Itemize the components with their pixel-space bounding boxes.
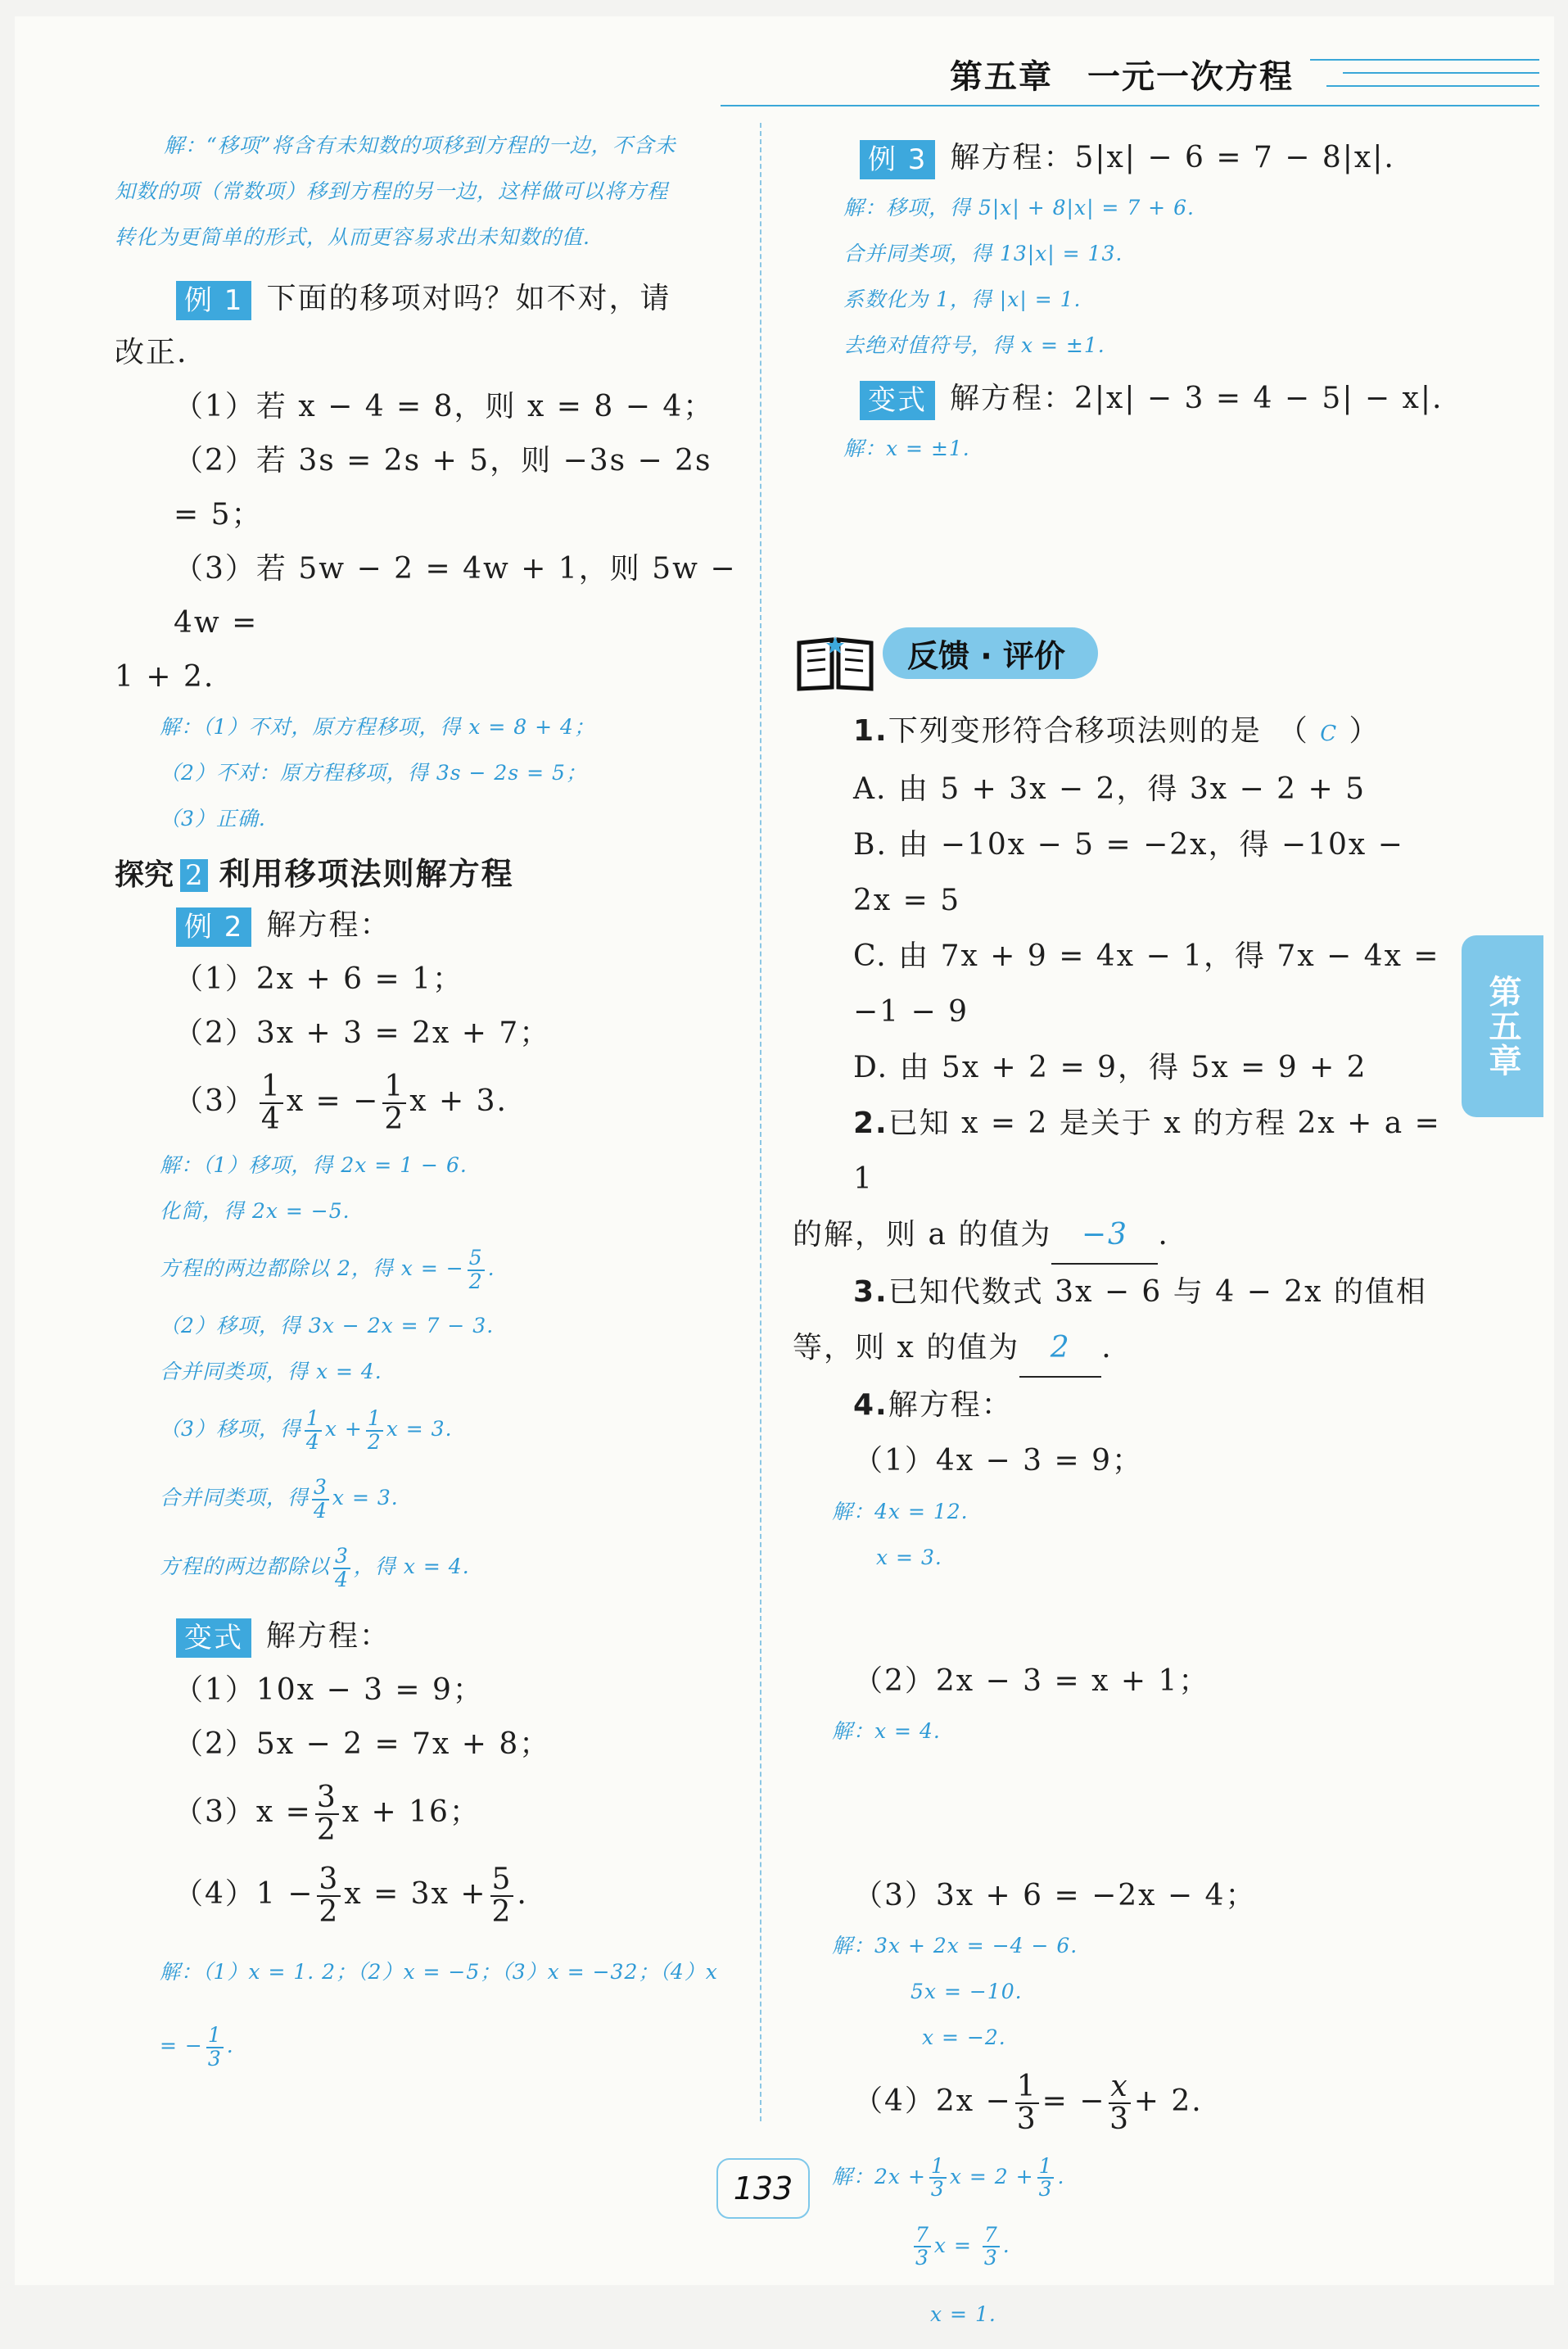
q4-4-answers: 解：2x + $\frac{1}{3}$ x = 2 + $\frac{1}{3}$ . $\frac{7}{3}$ x = $\frac{7}{3}$ . x = 1. <box>832 2153 1065 2326</box>
variant-1-answer: 解：（1）x = 1. 2；（2）x = −5；（3）x = −32；（4）x = − $\frac{1}{3}$ . <box>160 1960 718 2071</box>
answer-line: （2）移项，得 3x − 2x = 7 − 3. <box>160 1314 495 1337</box>
variant-1-item: （1）10x − 3 = 9； <box>174 1673 484 1707</box>
example-2 <box>115 898 737 1143</box>
answer-line: （3）正确. <box>160 807 266 831</box>
question-4-2: （2）2x − 3 = x + 1； <box>853 1663 1210 1698</box>
answer-line: 合并同类项，得 $\frac{3}{4}$ x = 3. <box>160 1475 399 1523</box>
answer-line: 化简，得 2x = −5. <box>160 1199 350 1223</box>
variant-2-answer: 解：x = ±1. <box>843 437 970 460</box>
feedback-heading <box>794 627 1449 692</box>
variant-1-item: （2）5x − 2 = 7x + 8； <box>174 1727 551 1761</box>
answer-line: 系数化为 1，得 |x| = 1. <box>843 287 1082 311</box>
variant-1 <box>115 1609 737 1935</box>
example-1-answers <box>115 704 737 842</box>
answer-line: （2）不对：原方程移项，得 3s − 2s = 5； <box>160 761 587 785</box>
fraction: $\frac{1}{2}$ <box>384 1070 405 1136</box>
feedback-questions <box>793 704 1449 1489</box>
section-number: 2 <box>180 859 208 892</box>
example-3-tag: 例 3 <box>860 140 935 179</box>
example-1-item: （3）若 5w − 2 = 4w + 1，则 5w − 4w = <box>174 552 737 640</box>
item-prefix: （3） <box>174 1084 256 1118</box>
column-divider <box>760 123 761 2121</box>
chapter-title: 第五章 一元一次方程 <box>950 58 1294 96</box>
answer-line: 解：（1）不对，原方程移项，得 x = 8 + 4； <box>160 715 595 739</box>
answer-blank: 2 <box>1019 1320 1101 1378</box>
example-1-item: （1）若 x − 4 = 8，则 x = 8 − 4； <box>174 390 715 423</box>
option: B. 由 −10x − 5 = −2x，得 −10x − 2x = 5 <box>853 827 1404 917</box>
answer-line: （3）移项，得 $\frac{1}{4}$ x + $\frac{1}{2}$ x = 3. <box>160 1406 453 1454</box>
example-3 <box>843 131 1449 185</box>
option: C. 由 7x + 9 = 4x − 1，得 7x − 4x = −1 − 9 <box>853 939 1440 1029</box>
variant-1-item-3: （3）x = $\frac{3}{2}$ x + 16； <box>174 1781 481 1847</box>
question-1: 1.下列变形符合移项法则的是 （ C ） <box>853 713 1380 748</box>
variant-2-tag: 变式 <box>860 381 935 420</box>
example-2-answers <box>115 1143 737 1601</box>
example-1-question: 下面的移项对吗？如不对，请 <box>266 282 671 315</box>
q4-1-answers: 解：4x = 12. x = 3. <box>832 1499 969 1569</box>
question-3: 3.已知代数式 3x − 6 与 4 − 2x 的值相 <box>853 1274 1427 1309</box>
note-line: 解：“移项”将含有未知数的项移到方程的一边，不含未 <box>164 134 676 157</box>
header-deco <box>1343 72 1539 74</box>
answer-blank: −3 <box>1051 1207 1158 1265</box>
variant-1-tag: 变式 <box>176 1618 251 1658</box>
chapter-side-tab: 第五章 <box>1462 935 1543 1117</box>
answer-line: 解：（1）移项，得 2x = 1 − 6. <box>160 1153 468 1177</box>
example-1-tag: 例 1 <box>176 281 251 320</box>
note-line: 知数的项（常数项）移到方程的另一边，这样做可以将方程 <box>115 179 669 203</box>
header-deco <box>1326 85 1539 87</box>
example-2-item: （1）2x + 6 = 1； <box>174 962 464 996</box>
question-2-cont: 的解，则 a 的值为 −3 . <box>793 1207 1449 1265</box>
option: A. 由 5 + 3x − 2，得 3x − 2 + 5 <box>853 772 1367 806</box>
intro-note <box>115 123 737 260</box>
example-3-question: 解方程：5|x| − 6 = 7 − 8|x|. <box>950 141 1395 174</box>
example-2-item-3 <box>115 1061 737 1143</box>
item-mid: x = − <box>286 1084 380 1118</box>
header-rule <box>721 105 1539 106</box>
question-3-cont: 等，则 x 的值为 2 . <box>793 1320 1449 1378</box>
q4-2-answers: 解：x = 4. <box>832 1718 941 1743</box>
answer-line: 合并同类项，得 x = 4. <box>160 1360 382 1383</box>
open-book-icon <box>794 635 876 692</box>
section-badge: 探究 <box>115 858 174 892</box>
question-2: 2.已知 x = 2 是关于 x 的方程 2x + a = 1 <box>853 1106 1441 1196</box>
question-1-answer: C <box>1320 721 1339 746</box>
example-1-question-cont: 改正. <box>115 336 188 369</box>
section-2-heading <box>115 849 737 894</box>
right-column <box>793 131 1449 2349</box>
answer-line: 方程的两边都除以 2，得 x = − $\frac{5}{2}$ . <box>160 1246 495 1293</box>
question-4-3: （3）3x + 6 = −2x − 4； <box>853 1878 1257 1912</box>
answer-line: 方程的两边都除以 $\frac{3}{4}$ ，得 x = 4. <box>160 1544 470 1591</box>
note-line: 转化为更简单的形式，从而更容易求出未知数的值. <box>115 225 590 249</box>
variant-2 <box>843 372 1449 426</box>
variant-1-intro: 解方程： <box>266 1619 391 1653</box>
fraction: $\frac{1}{4}$ <box>260 1070 282 1136</box>
left-column <box>115 123 737 2083</box>
example-2-intro: 解方程： <box>266 908 391 942</box>
answer-line: 合并同类项，得 13|x| = 13. <box>843 242 1123 265</box>
header-deco <box>1310 59 1539 61</box>
example-2-item: （2）3x + 3 = 2x + 7； <box>174 1016 551 1050</box>
example-1-item: （2）若 3s = 2s + 5，则 −3s − 2s = 5； <box>174 444 712 532</box>
section-title: 利用移项法则解方程 <box>219 856 514 892</box>
page-number: 133 <box>716 2158 810 2219</box>
example-2-tag: 例 2 <box>176 907 251 947</box>
question-4: 4.解方程： <box>853 1387 1013 1422</box>
example-3-answers <box>843 185 1449 369</box>
variant-1-item-4: （4）1 − $\frac{3}{2}$ x = 3x + $\frac{5}{2}$ . <box>174 1862 528 1929</box>
option: D. 由 5x + 2 = 9，得 5x = 9 + 2 <box>853 1050 1367 1084</box>
item-suffix: x + 3. <box>409 1084 508 1118</box>
question-4-1: （1）4x − 3 = 9； <box>853 1443 1144 1478</box>
feedback-title: 反馈 · 评价 <box>883 627 1098 679</box>
answer-line: 去绝对值符号，得 x = ±1. <box>843 333 1105 357</box>
example-1 <box>115 272 737 704</box>
question-4-4: （4）2x − $\frac{1}{3}$ = − $\frac{x}{3}$ + 2. <box>853 2069 1203 2136</box>
variant-2-question: 解方程：2|x| − 3 = 4 − 5| − x|. <box>950 382 1444 415</box>
q4-3-answers: 解：3x + 2x = −4 − 6. 5x = −10. x = −2. <box>832 1933 1078 2049</box>
example-1-item: 1 + 2. <box>115 660 215 694</box>
answer-line: 解：移项，得 5|x| + 8|x| = 7 + 6. <box>843 196 1195 220</box>
